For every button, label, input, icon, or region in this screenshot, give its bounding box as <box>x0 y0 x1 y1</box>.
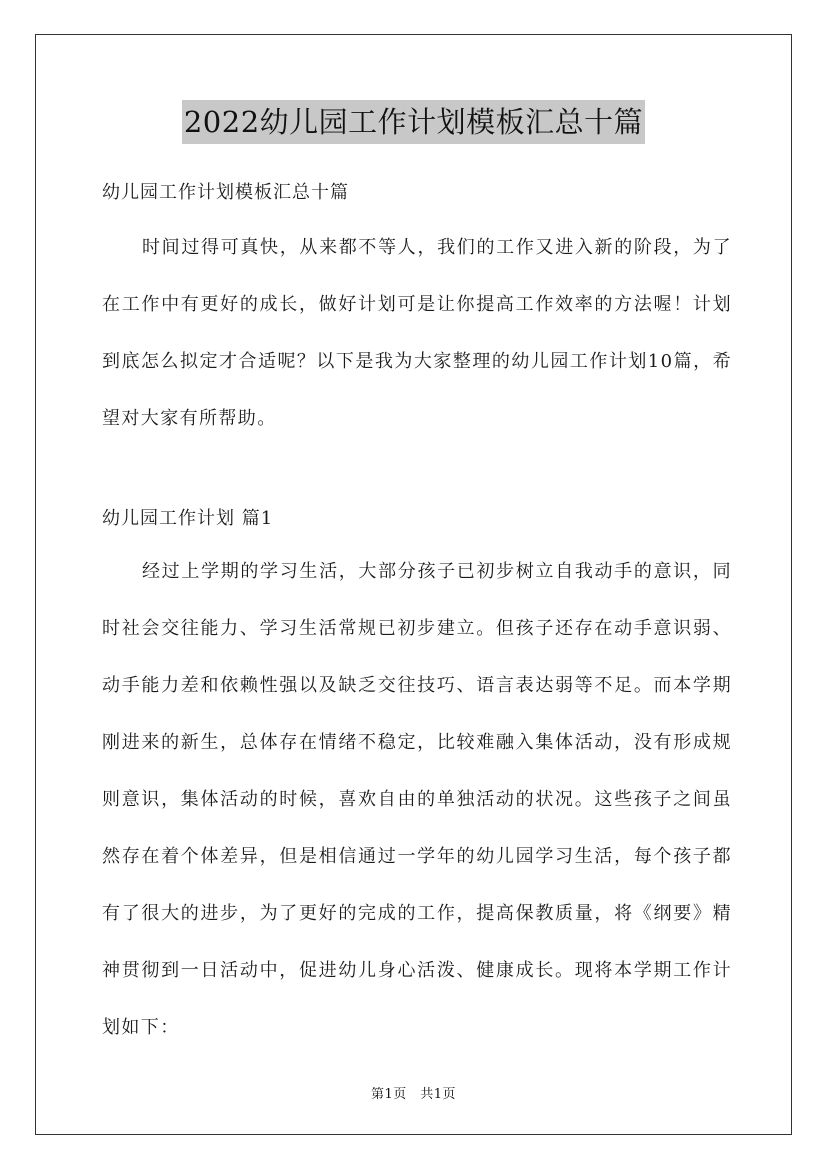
title-container <box>0 100 827 144</box>
section-body-paragraph: 经过上学期的学习生活，大部分孩子已初步树立自我动手的意识，同时社会交往能力、学习生活常规已初步建立。但孩子还存在动手意识弱、动手能力差和依赖性强以及缺乏交往技巧、语言表达弱等不足。而本学期刚进来的新生，总体存在情绪不稳定，比较难融入集体活动，没有形成规则意识，集体活动的时候，喜欢自由的单独活动的状况。这些孩子之间虽然存在着个体差异，但是相信通过一学年的幼儿园学习生活，每个孩子都有了很大的进步，为了更好的完成的工作，提高保教质量，将《纲要》精神贯彻到一日活动中，促进幼儿身心活泼、健康成长。现将本学期工作计划如下： <box>102 561 732 1038</box>
page-footer: 第1页 共1页 <box>370 1087 457 1102</box>
section-heading: 幼儿园工作计划 篇1 <box>102 508 274 529</box>
document-subtitle: 幼儿园工作计划模板汇总十篇 <box>102 182 349 203</box>
intro-paragraph: 时间过得可真快，从来都不等人，我们的工作又进入新的阶段，为了在工作中有更好的成长，做好计划可是让你提高工作效率的方法喔！计划到底怎么拟定才合适呢？以下是我为大家整理的幼儿园工作计划10篇，希望对大家有所帮助。 <box>102 237 732 429</box>
document-title: 2022幼儿园工作计划模板汇总十篇 <box>182 100 645 144</box>
